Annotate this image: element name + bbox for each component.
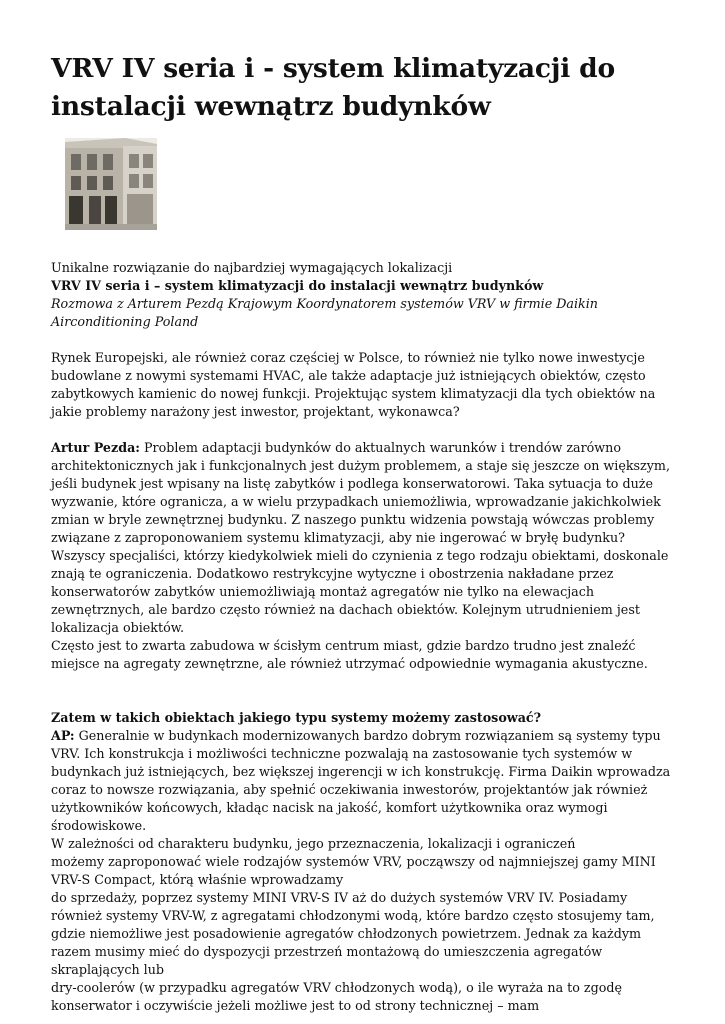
question-1: Rynek Europejski, ale również coraz częściej w Polsce, to również nie tylko nowe inwestycje budowlane z nowymi systemami HVAC, ale także adaptacje już istniejących obiektów, często zabytkowych kamienic do nowej funkcji. Projektując system klimatyzacji dla tych obiektów na jakie problemy narażony jest inwestor, projektant, wykonawca? bbox=[51, 350, 656, 419]
answer-2-line: do sprzedaży, poprzez systemy MINI VRV-S IV aż do dużych systemów VRV IV. Posiadamy również systemy VRV-W, z agregatami chłodzonymi wodą, które bardzo często stosujemy tam, gdzie niemożliwe jest posadowienie agregatów chłodzonych powietrzem. Jednak za każdym razem musimy mieć do dyspozycji przestrzeń montażową do umieszczenia agregatów skraplających lub bbox=[51, 890, 655, 977]
intro-tagline: Unikalne rozwiązanie do najbardziej wymagających lokalizacji bbox=[51, 260, 453, 275]
answer-2-line: dry-coolerów (w przypadku agregatów VRV chłodzonych wodą), o ile wyraża na to zgodę konserwator i oczywiście jeżeli możliwe jest to od strony technicznej – mam bbox=[51, 980, 623, 1013]
speaker-label: Artur Pezda: bbox=[51, 440, 140, 455]
article bbox=[51, 50, 679, 1015]
answer-1-text: Problem adaptacji budynków do aktualnych warunków i trendów zarówno architektonicznych jak i funkcjonalnych jest dużym problemem, a staje się jeszcze on większym, jeśli budynek jest wpisany na listę zabytków i podlega konserwatorowi. Taka sytuacja to duże wyzwanie, które ogranicza, a w wielu przypadkach uniemożliwia, wprowadzanie jakichkolwiek zmian w bryle zewnętrznej budynku. Z naszego punktu widzenia powstają wówczas problemy związane z zaproponowaniem systemu klimatyzacji, aby nie ingerować w bryłę budynku? Wszyscy specjaliści, którzy kiedykolwiek mieli do czynienia z tego rodzaju obiektami, doskonale znają te ograniczenia. Dodatkowo restrykcyjne wytyczne i obostrzenia nakładane przez konserwatorów zabytków uniemożliwiają montaż agregatów nie tylko na elewacjach zewnętrznych, ale bardzo często również na dachach obiektów. Kolejnym utrudnieniem jest lokalizacja obiektów. bbox=[51, 440, 670, 635]
page-title: VRV IV seria i - system klimatyzacji do instalacji wewnątrz budynków bbox=[51, 53, 615, 122]
answer-2-line: użytkowników końcowych, kładąc nacisk na jakość, komfort użytkownika oraz wymogi środowiskowe. bbox=[51, 800, 608, 833]
speaker-label: AP: bbox=[51, 728, 75, 743]
answer-1-text-2: Często jest to zwarta zabudowa w ścisłym centrum miast, gdzie bardzo trudno jest znaleźć miejsce na agregaty zewnętrzne, ale również utrzymać odpowiednie wymagania akustyczne. bbox=[51, 638, 648, 671]
answer-2 bbox=[51, 727, 679, 799]
question-2: Zatem w takich obiektach jakiego typu systemy możemy zastosować? bbox=[51, 710, 542, 725]
answer-2-line: W zależności od charakteru budynku, jego przeznaczenia, lokalizacji i ograniczeń bbox=[51, 836, 576, 851]
intro-bold-title: VRV IV seria i – system klimatyzacji do instalacji wewnątrz budynków bbox=[51, 278, 544, 293]
answer-1 bbox=[51, 439, 679, 637]
article-body bbox=[51, 259, 679, 1015]
answer-2-line: możemy zaproponować wiele rodzajów systemów VRV, począwszy od najmniejszej gamy MINI VRV-S Compact, którą właśnie wprowadzamy bbox=[51, 854, 656, 887]
answer-2-line: Generalnie w budynkach modernizowanych bardzo dobrym rozwiązaniem są systemy typu VRV. Ich konstrukcja i możliwości techniczne pozwalają na zastosowanie tych systemów w budynkach już istniejących, bez większej ingerencji w ich konstrukcję. Firma Daikin wprowadza coraz to nowsze rozwiązania, aby spełnić oczekiwania inwestorów, projektantów jak również bbox=[51, 728, 671, 797]
building-facade-photo bbox=[65, 138, 157, 230]
interview-line: Rozmowa z Arturem Pezdą Krajowym Koordynatorem systemów VRV w firmie Daikin Airconditioning Poland bbox=[51, 296, 598, 329]
